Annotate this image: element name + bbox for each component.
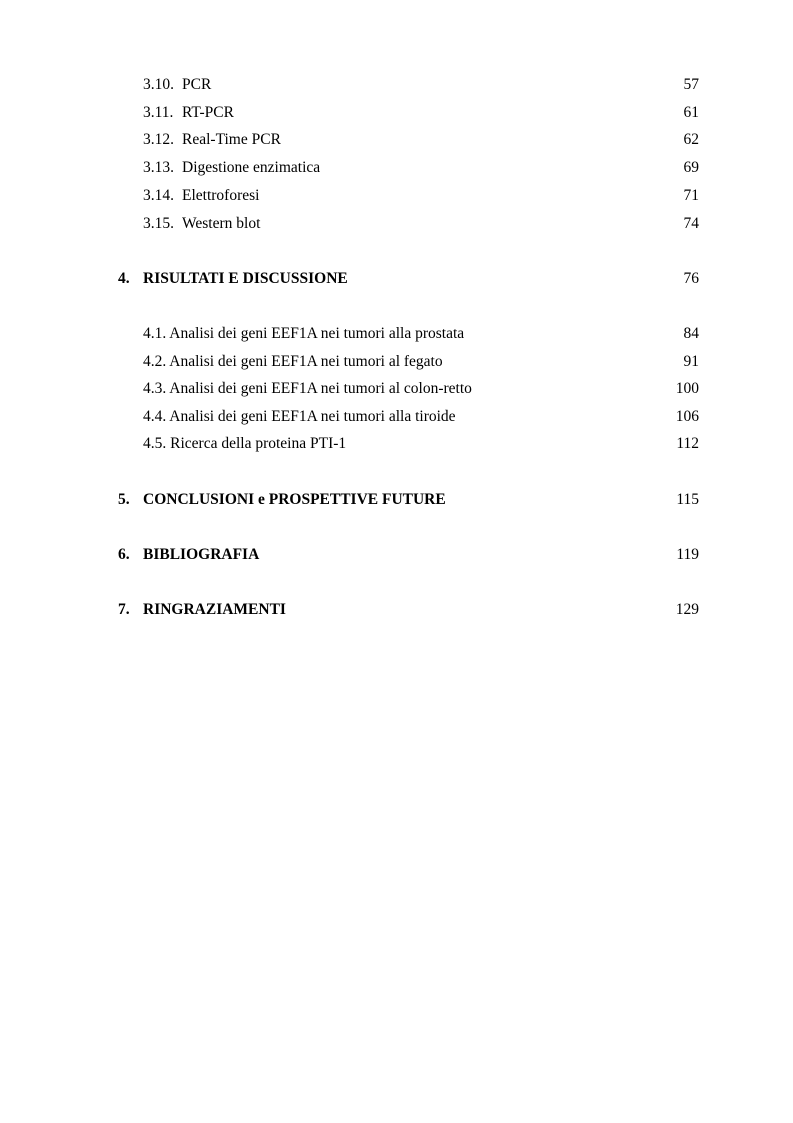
toc-entry-title: 4.2. Analisi dei geni EEF1A nei tumori al fegato <box>143 353 443 370</box>
toc-entry-page: 61 <box>683 104 699 121</box>
toc-entry-number: 3.14. <box>143 187 174 204</box>
toc-entry-page: 74 <box>683 215 699 232</box>
toc-entry-title: 4.3. Analisi dei geni EEF1A nei tumori al colon-retto <box>143 380 472 397</box>
toc-entry-page: 84 <box>683 325 699 342</box>
toc-entry-4-3[interactable] <box>0 378 793 400</box>
toc-entry-page: 100 <box>675 380 699 397</box>
toc-entry-4-1[interactable] <box>0 323 793 345</box>
toc-chapter-number: 7. <box>118 601 130 618</box>
toc-entry-4-2[interactable] <box>0 351 793 373</box>
toc-entry-page: 91 <box>683 353 699 370</box>
toc-chapter-page: 115 <box>676 491 699 508</box>
toc-chapter-7[interactable] <box>0 599 793 621</box>
toc-entry-page: 62 <box>683 131 699 148</box>
toc-entry-3-13[interactable] <box>0 157 793 179</box>
toc-entry-page: 106 <box>675 408 699 425</box>
toc-entry-3-12[interactable] <box>0 129 793 151</box>
toc-chapter-page: 119 <box>676 546 699 563</box>
toc-chapter-number: 4. <box>118 270 130 287</box>
toc-entry-title: Elettroforesi <box>182 187 260 204</box>
toc-entry-title: 4.4. Analisi dei geni EEF1A nei tumori alla tiroide <box>143 408 456 425</box>
toc-entry-4-5[interactable] <box>0 433 793 455</box>
toc-chapter-4[interactable] <box>0 268 793 290</box>
toc-entry-4-4[interactable] <box>0 406 793 428</box>
toc-chapter-title: BIBLIOGRAFIA <box>143 546 260 563</box>
toc-chapter-6[interactable] <box>0 544 793 566</box>
toc-entry-page: 71 <box>683 187 699 204</box>
toc-entry-number: 3.13. <box>143 159 174 176</box>
toc-entry-number: 3.12. <box>143 131 174 148</box>
toc-chapter-number: 5. <box>118 491 130 508</box>
toc-entry-3-14[interactable] <box>0 185 793 207</box>
toc-entry-number: 3.11. <box>143 104 174 121</box>
toc-entry-3-10[interactable] <box>0 74 793 96</box>
toc-entry-page: 112 <box>676 435 699 452</box>
toc-entry-title: 4.5. Ricerca della proteina PTI-1 <box>143 435 347 452</box>
toc-chapter-5[interactable] <box>0 489 793 511</box>
toc-chapter-number: 6. <box>118 546 130 563</box>
toc-chapter-title: CONCLUSIONI e PROSPETTIVE FUTURE <box>143 491 446 508</box>
toc-entry-number: 3.10. <box>143 76 174 93</box>
toc-entry-title: Digestione enzimatica <box>182 159 321 176</box>
toc-entry-page: 69 <box>683 159 699 176</box>
toc-entry-3-15[interactable] <box>0 213 793 235</box>
toc-entry-title: Western blot <box>182 215 261 232</box>
toc-chapter-page: 129 <box>675 601 699 618</box>
toc-chapter-page: 76 <box>683 270 699 287</box>
toc-entry-3-11[interactable] <box>0 102 793 124</box>
toc-entry-title: RT-PCR <box>182 104 234 121</box>
toc-chapter-title: RINGRAZIAMENTI <box>143 601 286 618</box>
toc-entry-title: Real-Time PCR <box>182 131 281 148</box>
toc-entry-number: 3.15. <box>143 215 174 232</box>
toc-entry-title: PCR <box>182 76 212 93</box>
toc-chapter-title: RISULTATI E DISCUSSIONE <box>143 270 348 287</box>
toc-entry-title: 4.1. Analisi dei geni EEF1A nei tumori alla prostata <box>143 325 465 342</box>
toc-entry-page: 57 <box>683 76 699 93</box>
